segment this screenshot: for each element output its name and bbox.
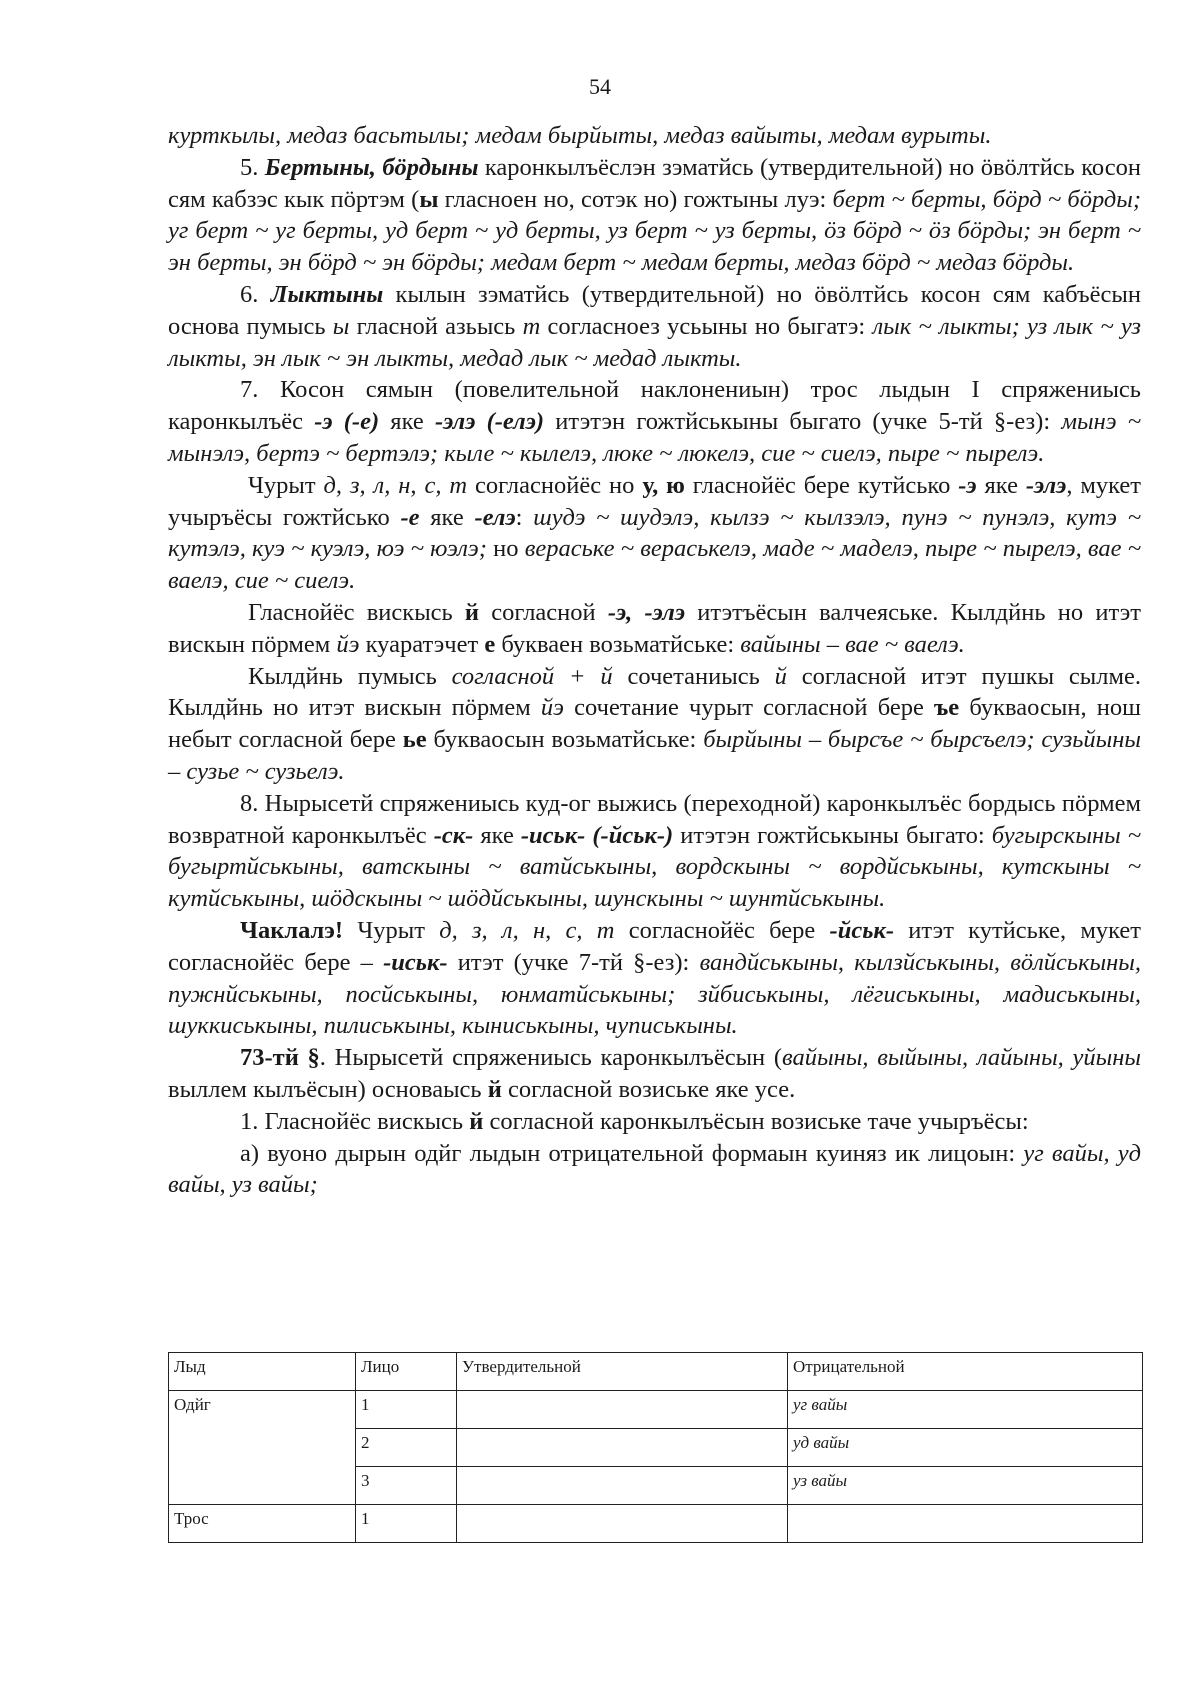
paragraph-8 (168, 788, 1141, 915)
italic-letters: йэ (336, 630, 360, 658)
bold-letter: ы (419, 185, 439, 213)
paragraph-stem-end (168, 661, 1141, 788)
suffix: -елэ (474, 503, 516, 531)
suffix: -э (958, 471, 977, 499)
suffix: -э (-е) (314, 408, 380, 436)
text-run: итэт кутйське, мукет согласнойёс бере – (168, 916, 1142, 976)
header-affirmative: Утвердительной (457, 1353, 788, 1391)
text-run: яке (976, 471, 1026, 499)
italic-formula: согласной + й (451, 662, 613, 690)
bold-letters: ъе (934, 694, 960, 722)
suffix: -иськ- (-йськ-) (520, 821, 674, 849)
italic-letter: ы (332, 312, 350, 340)
italic-letters: йэ (540, 694, 564, 722)
cell-negative (788, 1505, 1143, 1543)
table-row (169, 1391, 1143, 1429)
paragraph-73 (168, 1042, 1141, 1106)
italic-letter: й (774, 662, 787, 690)
cell-affirmative (457, 1391, 788, 1429)
text-run: яке (419, 503, 475, 531)
italic-letters: д, з, л, н, с, т (439, 916, 615, 944)
header-number: Лыд (169, 1353, 356, 1391)
text-run: итэтэн гожтйськыны быгато (учке 5-тй §-ез): (544, 408, 1062, 436)
text-run: итэтъёсын валчеяське. Кылдйнь но итэт вискын пöрмем (168, 598, 1141, 658)
examples: вандйськыны, кылзйськыны, вöлйськыны, пужнйськыны, посйськыны, юнматйськыны; зйбиськыны, лёгиськыны, мадиськыны, шуккиськыны, пилиськыны, кыниськыны, чуписькыны. (168, 948, 1142, 1040)
examples: вайыны – вае ~ ваелэ. (740, 630, 965, 658)
text-run: букваосын, нош небыт согласной бере (168, 694, 1141, 754)
examples: мынэ ~ мынэлэ, бертэ ~ бертэлэ; кыле ~ кылелэ, люке ~ люкелэ, сие ~ сиелэ, пыре ~ пырелэ. (168, 408, 1141, 467)
cell-person: 3 (356, 1467, 457, 1505)
section-number: 73-тй § (240, 1044, 320, 1072)
cell-negative: уд вайы (788, 1429, 1143, 1467)
text-run: а) вуоно дырын одйг лыдын отрицательной формаын куиняз ик лицоын: (240, 1139, 1024, 1167)
text-body (168, 120, 1141, 1201)
italic-line: курткылы, медаз басьтылы; медам бырйыты, медаз вайыты, медам вурыты. (168, 122, 992, 149)
paragraph-5 (168, 152, 1141, 279)
cell-affirmative (457, 1505, 788, 1543)
text-run: но (486, 535, 525, 563)
suffix: -элэ (-елэ) (434, 408, 545, 436)
paragraph-vowels (168, 597, 1141, 661)
text-run: : (515, 503, 534, 531)
text-run: согласнойёс но (467, 471, 643, 499)
cell-affirmative (457, 1429, 788, 1467)
text-run: Кылдйнь пумысь (248, 662, 452, 690)
header-negative: Отрицательной (788, 1353, 1143, 1391)
conjugation-table (168, 1352, 1143, 1543)
text-run: кылын зэматйсь (утвердительной) но öвöлтйсь косон сям кабъёсын основа пумысь (168, 280, 1141, 340)
text-run: согласнойёс бере (614, 916, 830, 944)
text-run: итэт (учке 7-тй §-ез): (447, 948, 700, 976)
cell-person: 2 (356, 1429, 457, 1467)
text-run: Чурыт (248, 471, 324, 499)
text-run: 1. Гласнойёс вискысь (240, 1107, 470, 1135)
text-run: гласноен но, сотэк но) гожтыны луэ: (438, 185, 833, 213)
cell-negative: уз вайы (788, 1467, 1143, 1505)
bold-letters: ье (402, 726, 427, 754)
suffix: -е (400, 503, 420, 531)
text-run: куаратэчет (359, 630, 485, 658)
examples: бырйыны – бырсъе ~ бырсъелэ; сузьйыны – сузье ~ сузьелэ. (168, 726, 1141, 785)
bold-letter: е (484, 630, 496, 658)
text-run: букваосын возьматйське: (426, 726, 704, 754)
table-header-row (169, 1353, 1143, 1391)
cell-number: Одйг (169, 1391, 356, 1505)
paragraph-6 (168, 279, 1141, 374)
paragraph-7 (168, 374, 1141, 469)
bold-letters: у, ю (642, 471, 685, 499)
text-run: согласной итэт пушкы сылме. Кылдйнь но итэт вискын пöрмем (168, 662, 1141, 722)
text-run: гласной азьысь (349, 312, 523, 340)
text-run: согласноез усьыны но быгатэ: (540, 312, 873, 340)
examples: бугырскыны ~ бугыртйськыны, ватскыны ~ ватйськыны, вордскыны ~ вордйськыны, кутскыны ~ кутйськыны, шöдскыны ~ шöдйськыны, шунскыны ~ шунтйськыны. (168, 821, 1142, 913)
cell-affirmative (457, 1467, 788, 1505)
bold-term: Лыктыны (270, 280, 384, 308)
text-run: выллем кылъёсын) основаысь (168, 1075, 488, 1103)
paragraph-continuation (168, 120, 1141, 152)
italic-letters: д, з, л, н, с, т (323, 471, 468, 499)
text-run: 8. Нырысетй спряжениысь куд-ог выжись (переходной) каронкылъёс бордысь пöрмем возвратной каронкылъёс (168, 789, 1141, 849)
examples: берт ~ берты, бöрд ~ бöрды; уг берт ~ уг берты, уд берт ~ уд берты, уз берт ~ уз берты, öз бöрд ~ öз бöрды; эн берт ~ эн берты, эн бöрд ~ эн бöрды; медам берт ~ медам берты, медаз бöрд ~ медаз бöрды. (168, 185, 1142, 277)
examples: лык ~ лыкты; уз лык ~ уз лыкты, эн лык ~ эн лыкты, медад лык ~ медад лыкты. (168, 312, 1141, 372)
text-run: гласнойёс бере кутйсько (684, 471, 959, 499)
text-run: согласной возиське яке усе. (501, 1075, 796, 1103)
examples: вайыны, выйыны, лайыны, уйыны (782, 1044, 1141, 1072)
suffix: -ск- (433, 821, 474, 849)
cell-number: Трос (169, 1505, 356, 1543)
text-run: итэтэн гожтйськыны быгато: (673, 821, 992, 849)
suffix: -элэ (1025, 471, 1067, 499)
header-person: Лицо (356, 1353, 457, 1391)
text-run: согласной (479, 598, 608, 626)
paragraph-note (168, 915, 1141, 1042)
cell-person: 1 (356, 1505, 457, 1543)
text-run: яке (379, 408, 435, 436)
text-run: букваен возьматйське: (495, 630, 741, 658)
examples: уг вайы, уд вайы, уз вайы; (168, 1139, 1141, 1199)
italic-letter: т (522, 312, 541, 340)
text-run: . Нырысетй спряжениысь каронкылъёсын ( (319, 1044, 783, 1072)
suffix: -иськ- (383, 948, 448, 976)
text-run: каронкылъёслэн зэматйсь (утвердительной) но öвöлтйсь косон сям кабзэс кык пöртэм ( (168, 153, 1142, 213)
examples: вераське ~ вераськелэ, маде ~ маделэ, пыре ~ пырелэ, вае ~ ваелэ, сие ~ сиелэ. (168, 535, 1142, 595)
paragraph-73-1 (168, 1106, 1141, 1138)
text-run: сочетаниысь (612, 662, 775, 690)
paragraph-73-1a (168, 1138, 1141, 1202)
table-row (169, 1505, 1143, 1543)
text-run: согласной каронкылъёсын возиське тачe учыръёсы: (483, 1107, 1029, 1135)
paragraph-consonants (168, 470, 1141, 597)
cell-negative: уг вайы (788, 1391, 1143, 1429)
text-run: Гласнойёс вискысь (248, 598, 465, 626)
text-run: 7. Косон сямын (повелительной наклонениын) трос лыдын I спряжениысь каронкылъёс (168, 376, 1141, 436)
item-number: 5. (240, 153, 265, 181)
bold-letter: й (487, 1075, 502, 1103)
bold-letter: й (464, 598, 480, 626)
suffix: -йськ- (829, 916, 894, 944)
item-number: 6. (240, 280, 271, 308)
bold-letter: й (469, 1107, 484, 1135)
cell-person: 1 (356, 1391, 457, 1429)
suffix: -э, -элэ (607, 598, 685, 626)
text-run: , мукет учыръёсы гожтйсько (168, 471, 1141, 531)
note-label: Чаклалэ! (240, 916, 344, 944)
examples: шудэ ~ шудэлэ, кылзэ ~ кылзэлэ, пунэ ~ пунэлэ, кутэ ~ кутэлэ, куэ ~ куэлэ, юэ ~ юэлэ; (168, 503, 1141, 563)
text-run: Чурыт (343, 916, 440, 944)
page-number: 54 (589, 74, 611, 99)
bold-term: Бертыны, бöрдыны (264, 153, 479, 181)
text-run: яке (473, 821, 521, 849)
text-run: сочетание чурыт согласной бере (563, 694, 935, 722)
